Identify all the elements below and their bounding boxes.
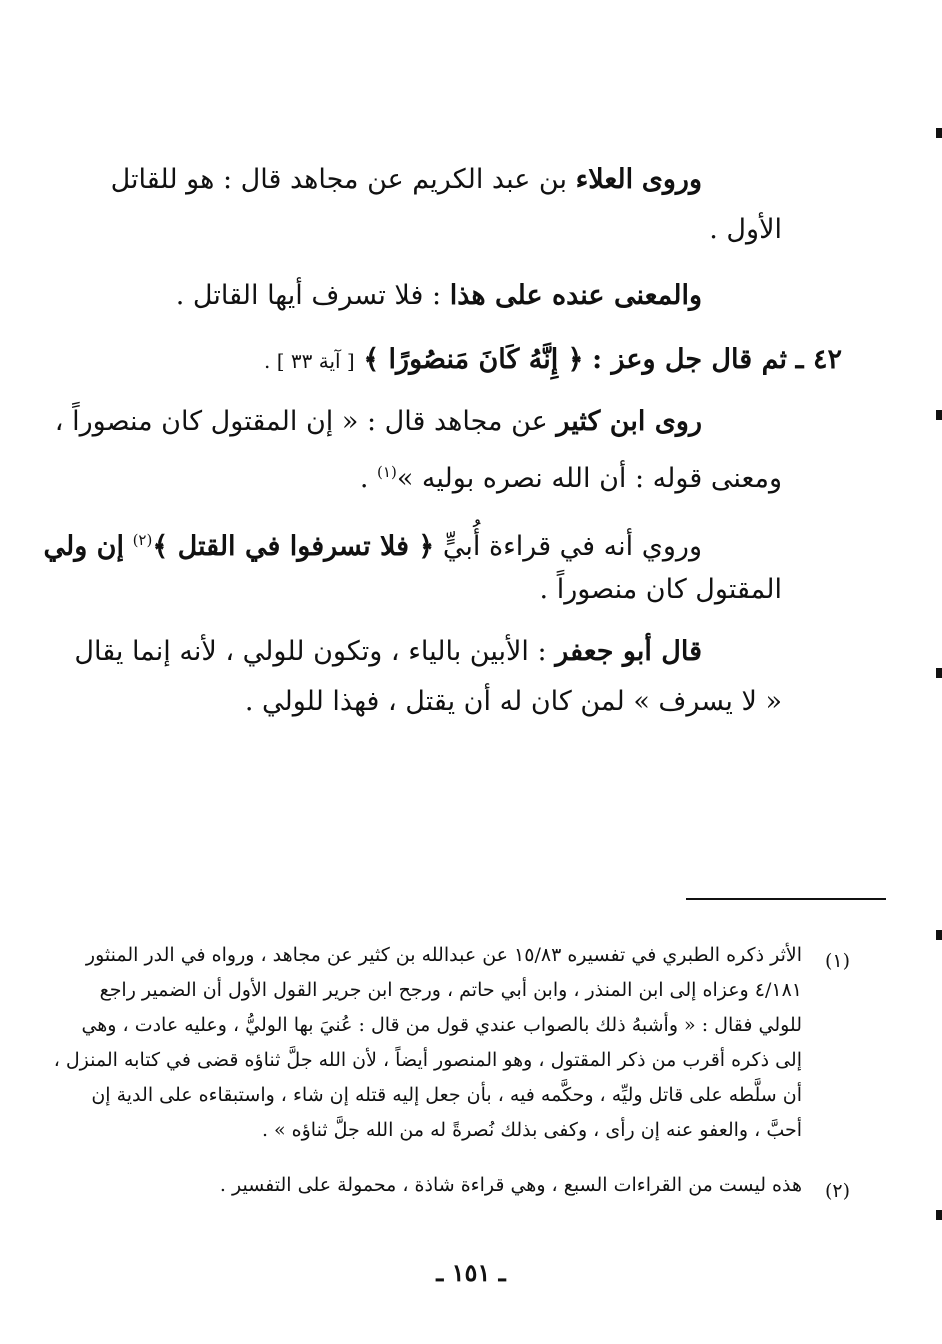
footnote-1-line: أحبَّ ، والعفو عنه إن رأى ، وكفى بذلك نُصرةً له من الله جلَّ ثناؤه » .	[261, 1119, 802, 1141]
scan-edge-mark	[936, 1210, 942, 1220]
paragraph-4-line-1	[55, 402, 702, 442]
narration-text: بن عبد الكريم عن مجاهد قال : هو للقاتل	[110, 164, 567, 195]
footnote-1-line: إلى ذكره أقرب من ذكر المقتول ، وهو المنصور أيضاً ، لأن الله جلَّ ثناؤه قضى في كتابه المنزل ،	[53, 1049, 802, 1071]
footnote-separator	[686, 898, 886, 900]
footnote-2-line: هذه ليست من القراءات السبع ، وهي قراءة شاذة ، محمولة على التفسير .	[219, 1174, 802, 1196]
scan-edge-mark	[936, 128, 942, 138]
paragraph-1-line-1	[111, 160, 702, 200]
sentence-end: .	[359, 463, 369, 494]
paragraph-5-line-1	[43, 520, 702, 567]
footnote-1-line: الأثر ذكره الطبري في تفسيره ١٥/٨٣ عن عبدالله بن كثير عن مجاهد ، ورواه في الدر المنثور	[85, 944, 802, 966]
page-number: ـ ١٥١ ـ	[436, 1258, 506, 1287]
narration-text: عن مجاهد قال : « إن المقتول كان منصوراً ،	[54, 406, 548, 437]
scan-edge-mark	[936, 930, 942, 940]
footnote-ref-2: (٢)	[132, 531, 153, 549]
meaning-label: والمعنى عنده على هذا	[449, 280, 702, 311]
narration-text: ومعنى قوله : أن الله نصره بوليه »	[396, 463, 782, 494]
narrator-name: روى ابن كثير	[556, 406, 702, 437]
quran-reading: ﴿ فلا تسرفوا في القتل ﴾	[152, 531, 435, 562]
verse-reference: [ آية ٣٣ ] .	[264, 349, 355, 373]
footnote-1-line: ٤/١٨١ وعزاه إلى ابن المنذر ، وابن أبي حاتم ، ورجح ابن جرير القول الأول أن الضمير راجع	[99, 979, 802, 1001]
footnote-ref-1: (١)	[377, 463, 397, 481]
reading-text: إن ولي	[43, 531, 124, 562]
narrator-text: وروى	[641, 164, 702, 195]
commentary-text: « لا يسرف » لمن كان له أن يقتل ، فهذا للولي .	[244, 686, 782, 717]
footnote-1-line: للولي فقال : « وأشبهُ ذلك بالصواب عندي قول من قال : عُنيَ بها الوليُّ ، وعليه عادت ، وهي	[81, 1014, 802, 1036]
paragraph-5-line-2	[540, 570, 782, 610]
paragraph-2	[176, 276, 702, 316]
commentary-text: : الأبين بالياء ، وتكون للولي ، لأنه إنما يقال	[74, 636, 547, 667]
reading-text: المقتول كان منصوراً .	[539, 574, 782, 605]
paragraph-6-line-2	[245, 682, 782, 722]
footnote-number-2: (٢)	[824, 1180, 850, 1202]
scan-edge-mark	[936, 410, 942, 420]
footnote-1-line: أن سلَّطه على قاتل وليِّه ، وحكَّمه فيه ، بأن جعل إليه قتله إن شاء ، واستبقاءه على الدية إن	[91, 1084, 802, 1106]
verse-intro: ثم قال جل وعز :	[592, 344, 788, 375]
reading-text: وروي أنه في قراءة أُبيٍّ	[442, 531, 702, 562]
verse-heading	[264, 340, 842, 381]
paragraph-1-line-2	[709, 210, 782, 250]
narrator-name: العلاء	[575, 164, 634, 195]
author-name: قال أبو جعفر	[555, 636, 702, 667]
footnote-number-1: (١)	[824, 950, 850, 972]
meaning-text: : فلا تسرف أيها القاتل .	[175, 280, 442, 311]
paragraph-6-line-1	[74, 632, 702, 672]
paragraph-4-line-2	[360, 452, 782, 499]
scan-edge-mark	[936, 668, 942, 678]
section-number: ٤٢ ـ	[795, 344, 842, 375]
narration-end: الأول .	[709, 214, 782, 245]
quran-verse: ﴿ إِنَّهُ كَانَ مَنصُورًا ﴾	[363, 344, 584, 375]
